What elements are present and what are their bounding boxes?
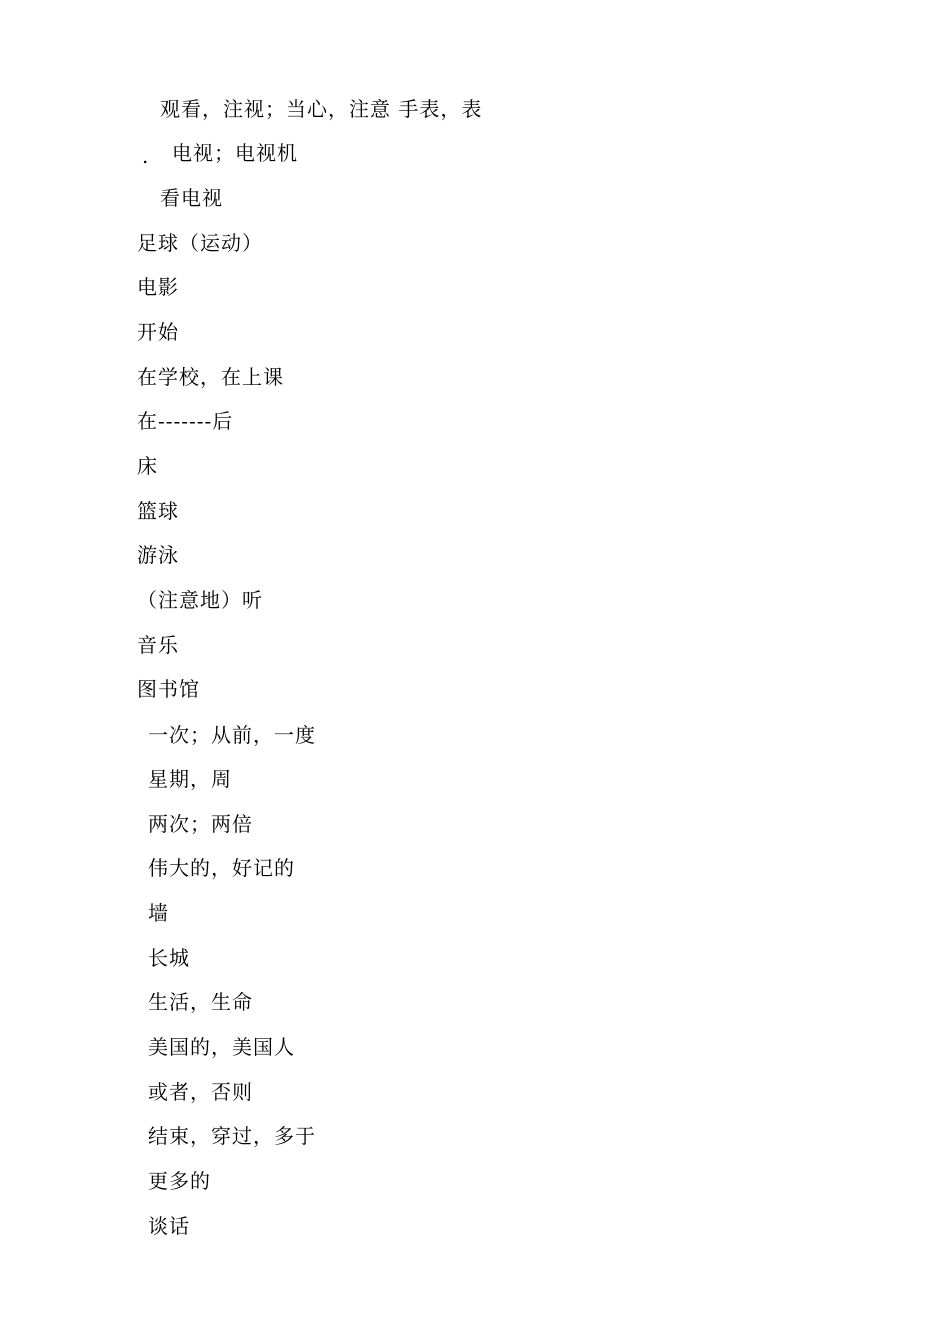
vocab-line: 在学校，在上课 [137, 365, 284, 389]
vocab-line: 生活，生命 [148, 990, 253, 1014]
bullet-dot: . [142, 144, 149, 168]
vocab-line: 更多的 [148, 1169, 211, 1193]
vocab-line: 两次；两倍 [148, 812, 253, 836]
vocab-line: 或者，否则 [148, 1080, 253, 1104]
vocab-line: 电视；电视机 [172, 141, 298, 165]
vocab-line: 一次；从前，一度 [148, 723, 316, 747]
vocab-line: 游泳 [137, 543, 179, 567]
vocab-line: 开始 [137, 320, 179, 344]
vocab-line: 床 [137, 454, 158, 478]
vocab-line: 电影 [137, 275, 179, 299]
vocab-line: 图书馆 [137, 677, 200, 701]
vocab-line: 在-------后 [137, 409, 234, 433]
vocab-line: 伟大的，好记的 [148, 856, 295, 880]
vocab-line: 星期，周 [148, 767, 232, 791]
vocab-line: 美国的，美国人 [148, 1035, 295, 1059]
vocab-line: 观看，注视；当心，注意 手表，表 [160, 97, 483, 121]
vocab-line: 墙 [148, 901, 169, 925]
vocab-line: 长城 [148, 946, 190, 970]
vocab-line: （注意地）听 [137, 588, 263, 612]
vocab-line: 看电视 [160, 186, 223, 210]
vocab-line: 谈话 [148, 1214, 190, 1238]
vocab-line: 篮球 [137, 499, 179, 523]
vocab-line: 音乐 [137, 633, 179, 657]
vocab-line: 足球（运动） [137, 231, 263, 255]
vocab-line: 结束，穿过，多于 [148, 1124, 316, 1148]
